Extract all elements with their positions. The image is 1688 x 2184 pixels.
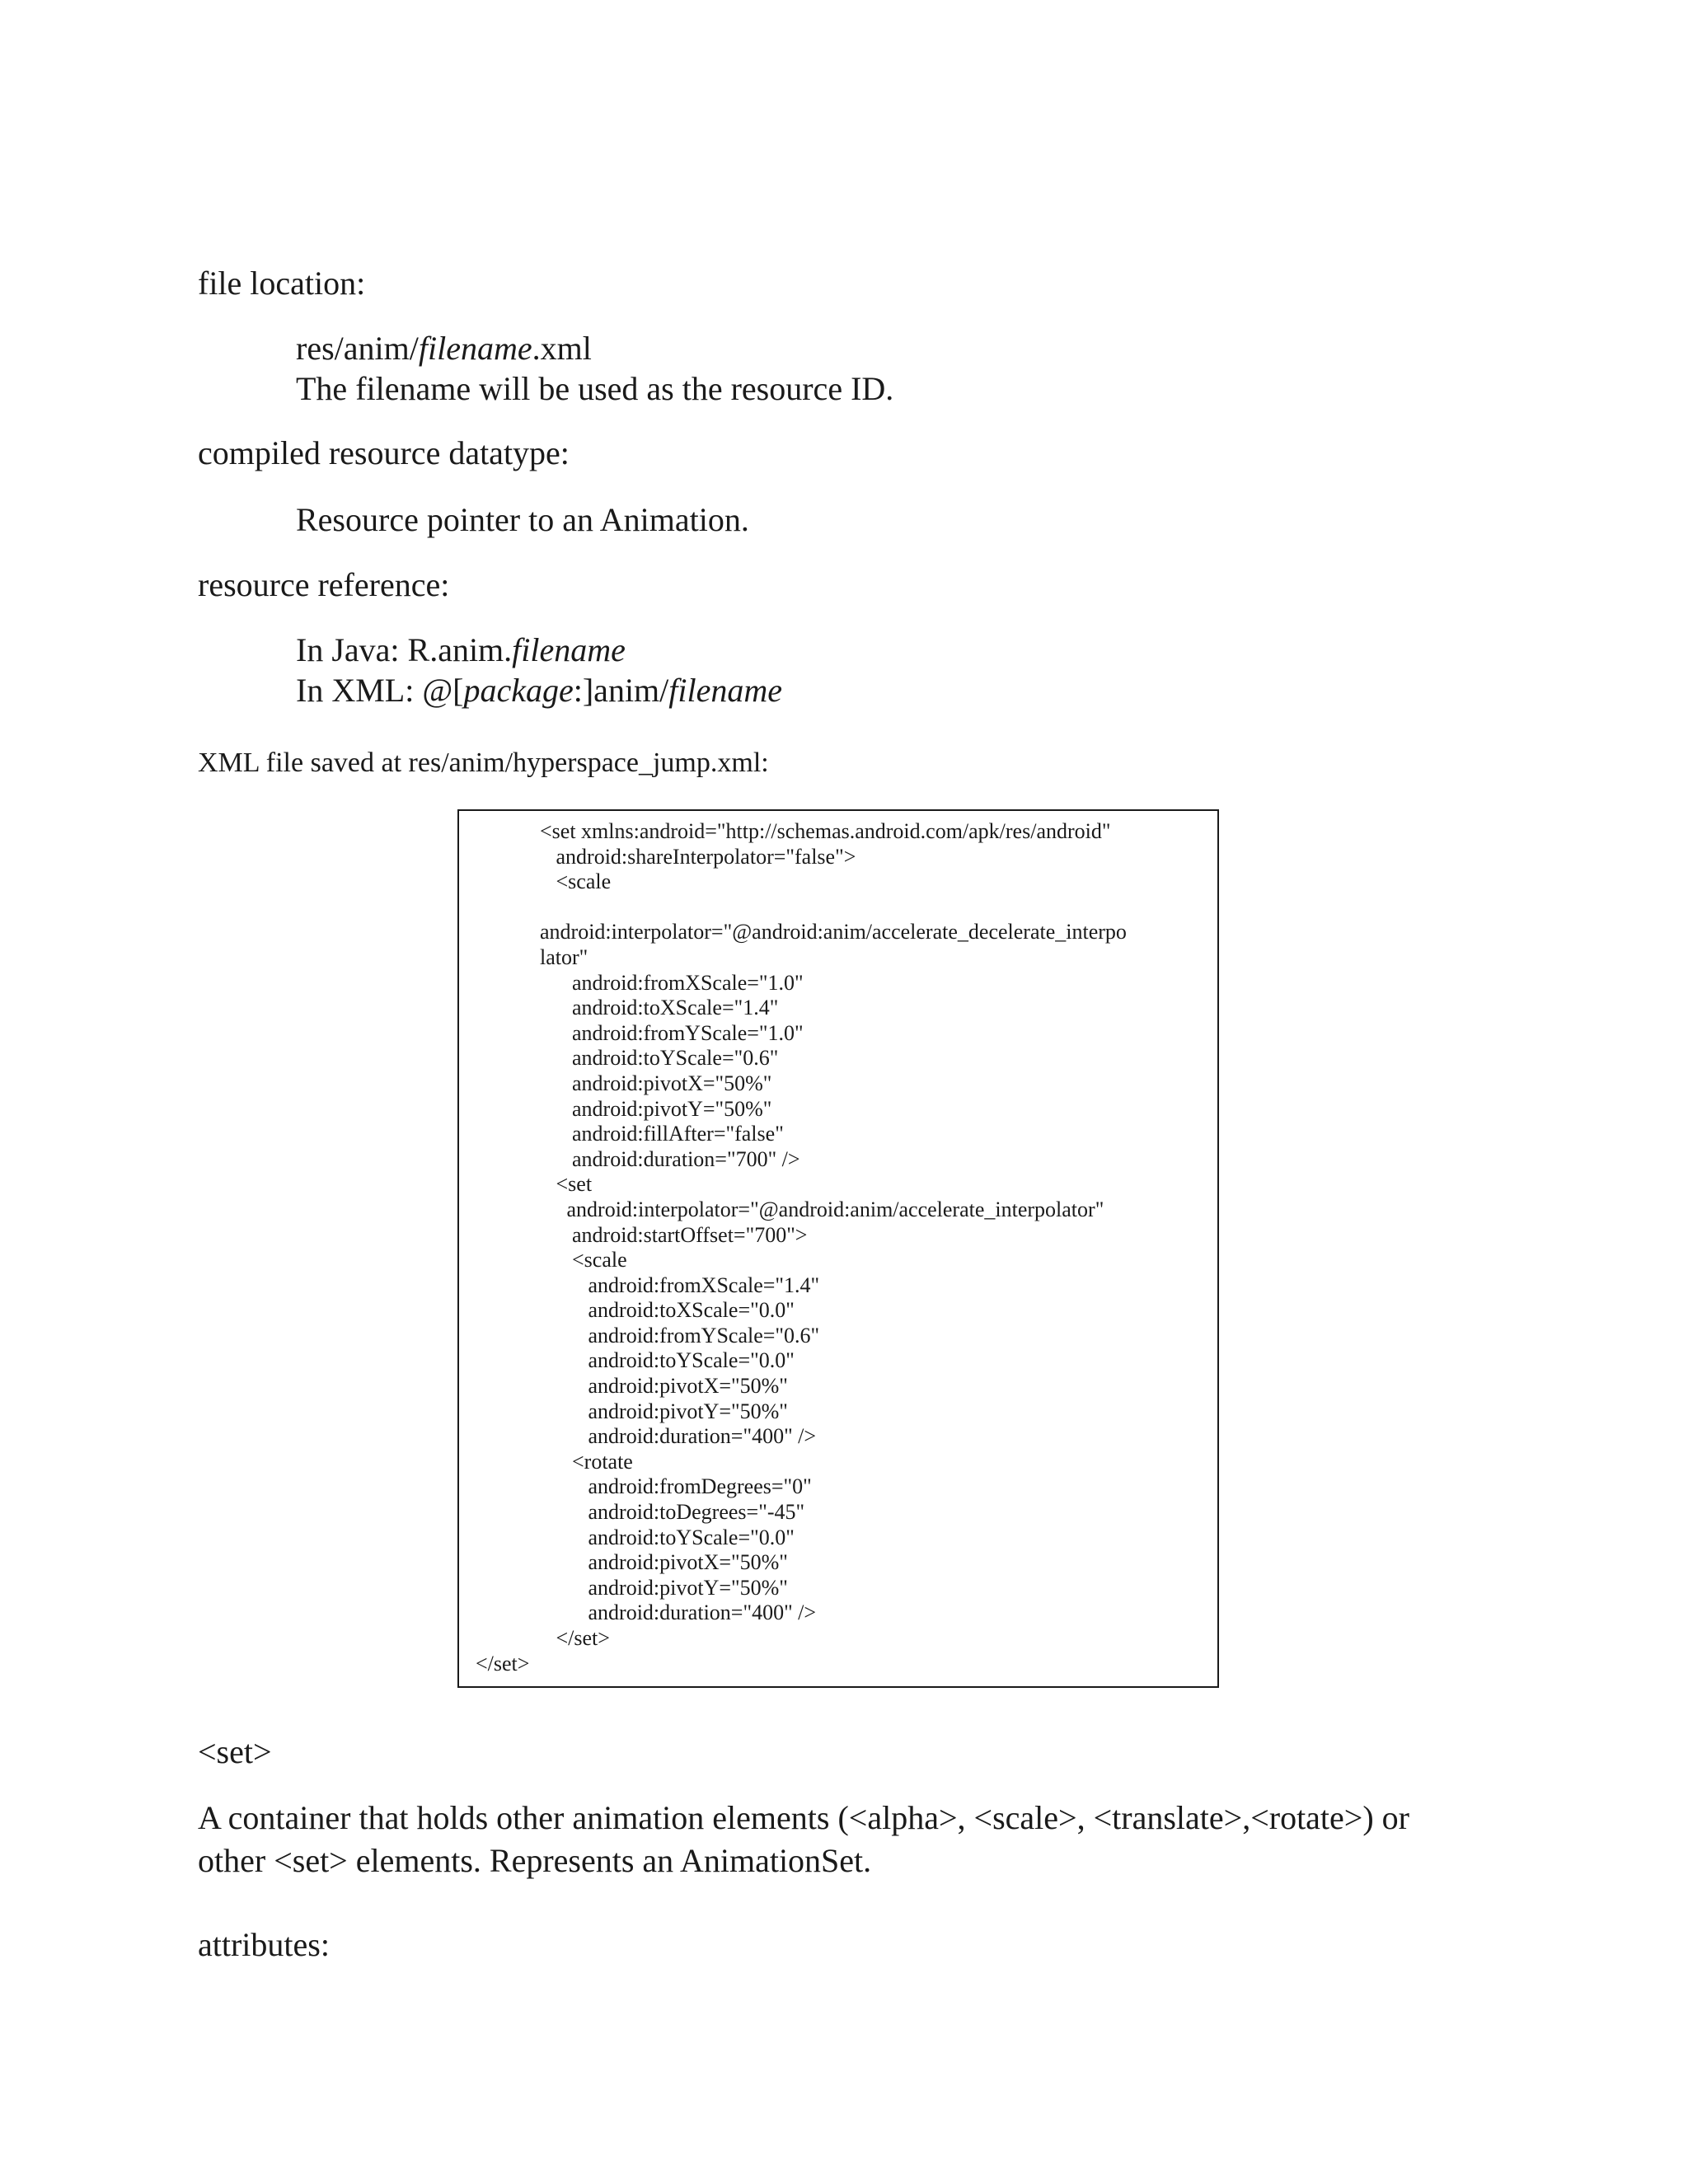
file-path-note: The filename will be used as the resource ID. <box>296 370 894 407</box>
attributes-label: attributes: <box>198 1926 330 1963</box>
example-caption: XML file saved at res/anim/hyperspace_jump.xml: <box>198 748 769 778</box>
element-description: A container that holds other animation elements (<alpha>, <scale>, <translate>,<rotate>) or other <set> elements. Represents an AnimationSet. <box>198 1799 1409 1879</box>
xml-reference-middle: :]anim/ <box>573 672 669 709</box>
file-location-label: file location: <box>198 265 366 302</box>
code-example-box <box>457 809 1219 1688</box>
compiled-datatype-label: compiled resource datatype: <box>198 434 570 471</box>
file-location-block <box>296 328 893 409</box>
xml-reference <box>296 670 782 710</box>
element-heading: <set> <box>198 1733 272 1770</box>
file-path-suffix: .xml <box>532 330 592 367</box>
file-path-variable: filename <box>418 330 532 367</box>
resource-reference-label: resource reference: <box>198 566 450 603</box>
java-reference-variable: filename <box>512 631 626 668</box>
java-reference-prefix: In Java: R.anim. <box>296 631 513 668</box>
code-example: <set xmlns:android="http://schemas.android.com/apk/res/android" android:shareInterpolator="false"> <scale android:interpolator="@android:anim/accelerate_decelerate_interpo lator" android:fromXScale="1.0" android:toXScale="1.4" android:fromYScale="1.0" android:toYScale="0.6" android:pivotX="50%" android:pivotY="50%" android:fillAfter="false" android:duration="700" /> <set android:interpolator="@android:anim/accelerate_interpolator" android:startOffset="700"> <scale android:fromXScale="1.4" android:toXScale="0.0" android:fromYScale="0.6" android:toYScale="0.0" android:pivotX="50%" android:pivotY="50%" android:duration="400" /> <rotate android:fromDegrees="0" android:toDegrees="-45" android:toYScale="0.0" android:pivotX="50%" android:pivotY="50%" android:duration="400" /> </set> </set> <box>476 819 1127 1675</box>
java-reference <box>296 630 782 670</box>
compiled-datatype-value: Resource pointer to an Animation. <box>296 501 749 538</box>
xml-reference-package: package <box>463 672 574 709</box>
file-path-prefix: res/anim/ <box>296 330 419 367</box>
resource-reference-block <box>296 630 782 710</box>
xml-reference-prefix: In XML: @[ <box>296 672 464 709</box>
file-path <box>296 328 893 368</box>
xml-reference-variable: filename <box>668 672 783 709</box>
